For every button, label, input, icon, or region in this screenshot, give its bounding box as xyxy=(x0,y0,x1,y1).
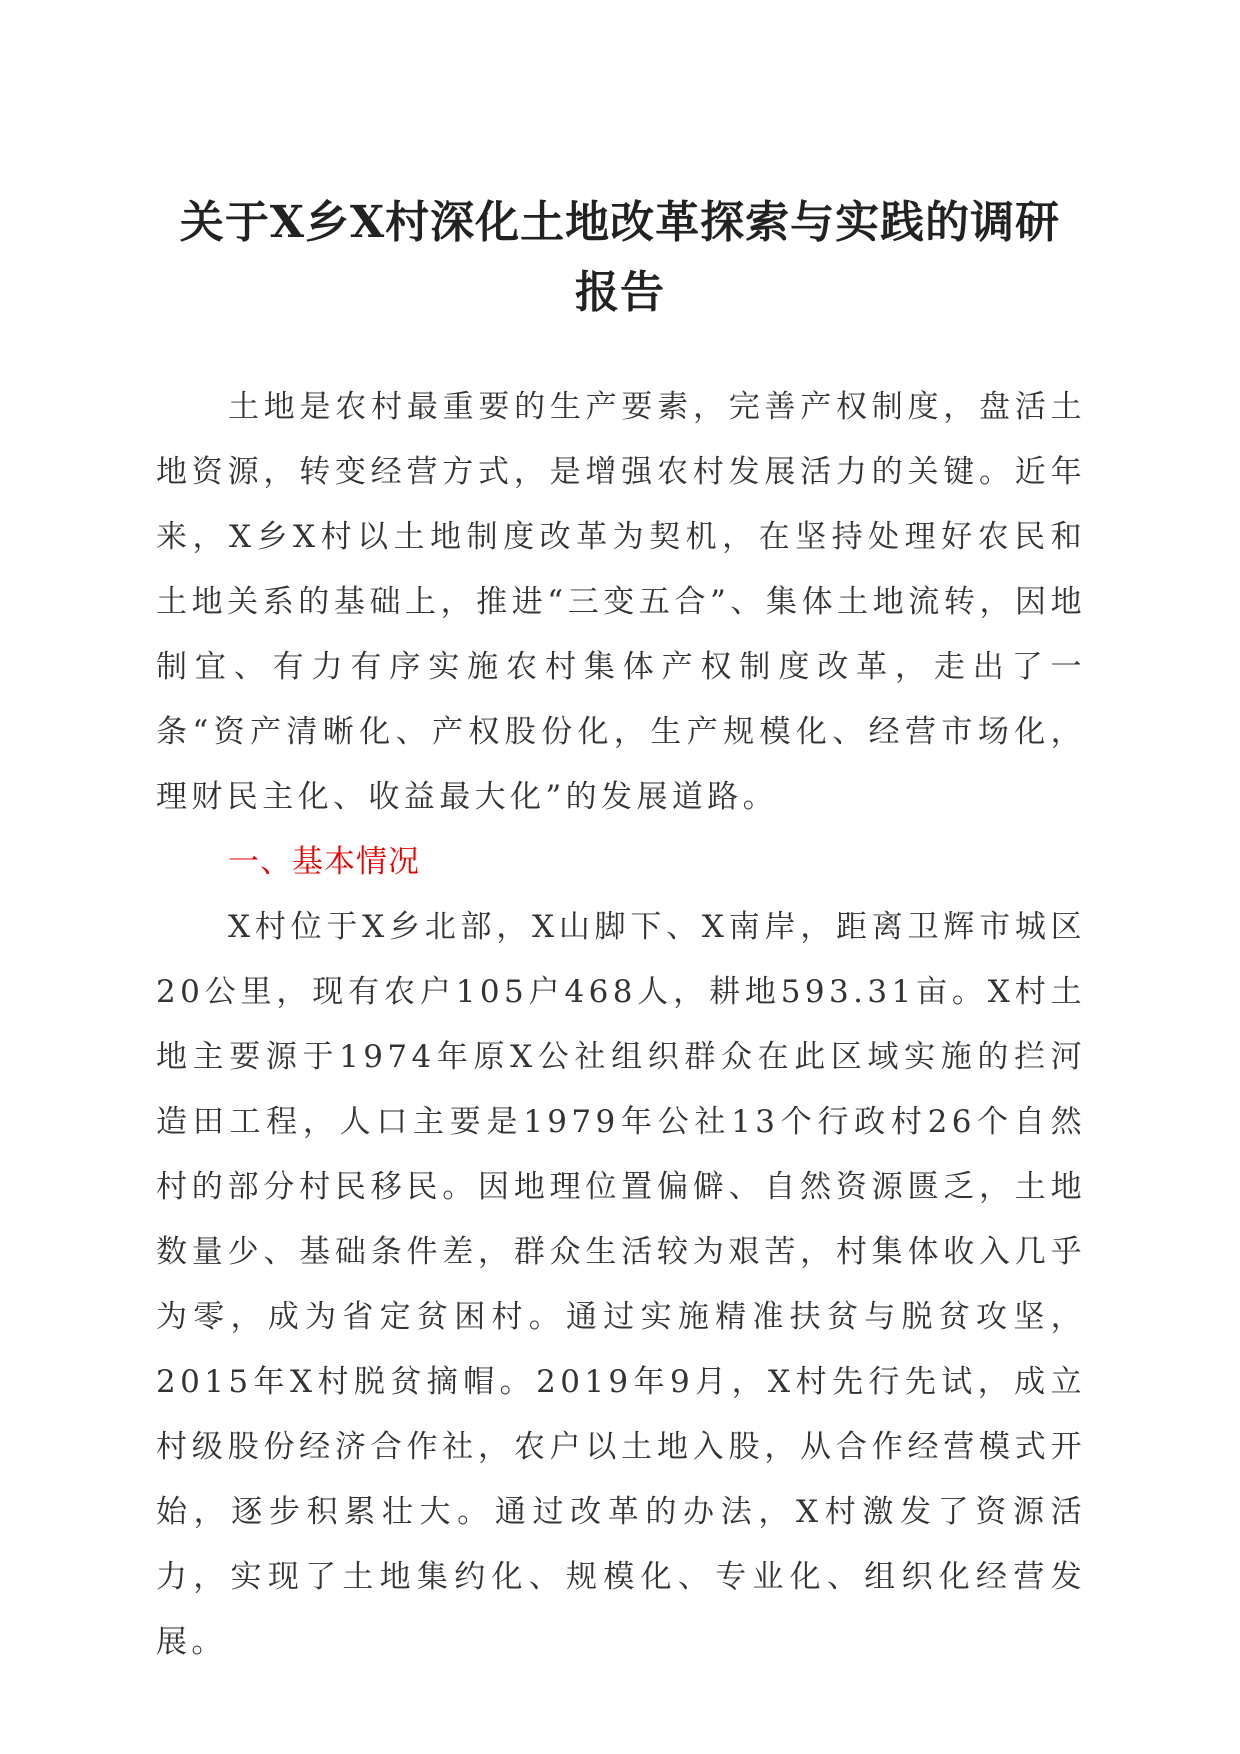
report-title xyxy=(150,188,1090,328)
report-title-line-1: 关于X乡X村深化土地改革探索与实践的调研 xyxy=(179,197,1061,248)
document-body xyxy=(156,375,1086,1675)
basic-situation-paragraph: X村位于X乡北部，X山脚下、X南岸，距离卫辉市城区20公里，现有农户105户468人，耕地593.31亩。X村土地主要源于1974年原X公社组织群众在此区域实施的拦河造田工程，人口主要是1979年公社13个行政村26个自然村的部分村民移民。因地理位置偏僻、自然资源匮乏，土地数量少、基础条件差，群众生活较为艰苦，村集体收入几乎为零，成为省定贫困村。通过实施精准扶贫与脱贫攻坚，2015年X村脱贫摘帽。2019年9月，X村先行先试，成立村级股份经济合作社，农户以土地入股，从合作经营模式开始，逐步积累壮大。通过改革的办法，X村激发了资源活力，实现了土地集约化、规模化、专业化、组织化经营发展。 xyxy=(156,909,1086,1660)
intro-paragraph: 土地是农村最重要的生产要素，完善产权制度，盘活土地资源，转变经营方式，是增强农村发展活力的关键。近年来，X乡X村以土地制度改革为契机，在坚持处理好农民和土地关系的基础上，推进“三变五合”、集体土地流转，因地制宜、有力有序实施农村集体产权制度改革，走出了一条“资产清晰化、产权股份化，生产规模化、经营市场化，理财民主化、收益最大化”的发展道路。 xyxy=(156,389,1086,815)
section-heading-basic-situation: 一、基本情况 xyxy=(228,844,420,880)
report-title-line-2: 报告 xyxy=(575,267,665,318)
